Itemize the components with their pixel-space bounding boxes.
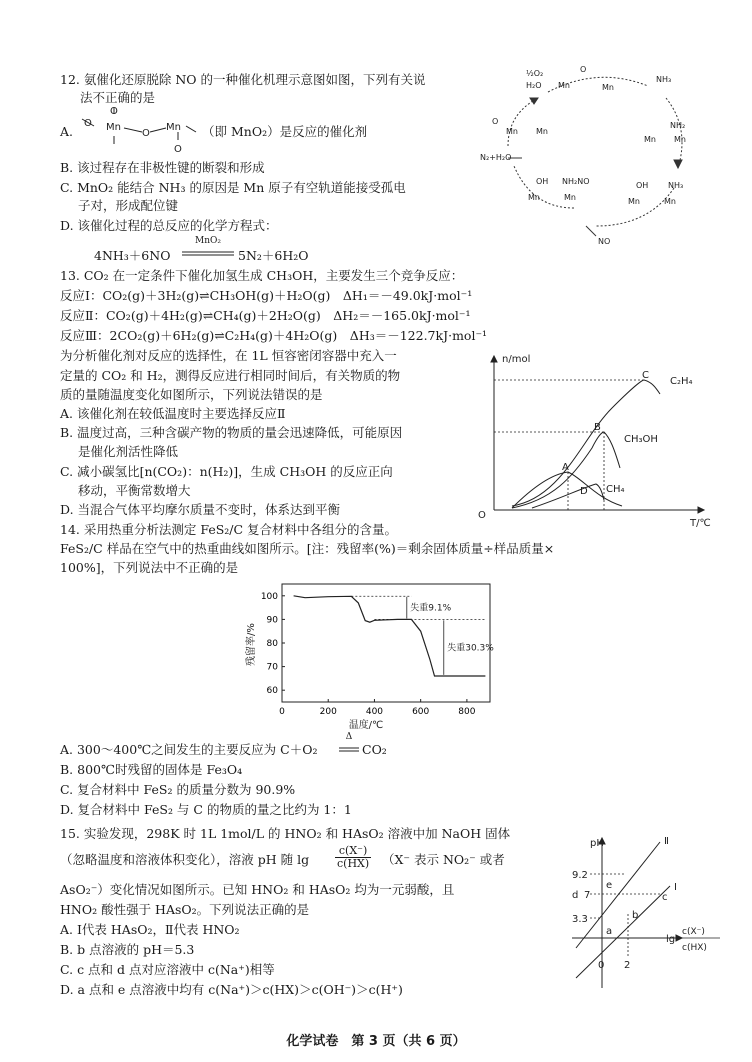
cycle-mn-10: Mn bbox=[664, 197, 676, 206]
tga-annotation-loss-1: 失重9.1% bbox=[410, 603, 452, 614]
q15-point-b: b bbox=[632, 910, 639, 921]
cycle-label-oh-2: OH bbox=[636, 181, 649, 190]
q15-x-2: 2 bbox=[624, 960, 631, 971]
q13-point-d: D bbox=[580, 486, 588, 497]
cycle-label-h2o: H₂O bbox=[526, 81, 542, 90]
tga-x-tick-800: 800 bbox=[458, 707, 476, 717]
q12-catalytic-cycle-diagram bbox=[478, 58, 704, 248]
cycle-mn-3: Mn bbox=[506, 127, 518, 136]
cycle-label-nh2no: NH₂NO bbox=[562, 177, 590, 186]
q13-point-b: B bbox=[594, 422, 601, 433]
q12-option-a-label: A. bbox=[60, 124, 74, 139]
tga-x-tick-600: 600 bbox=[412, 707, 430, 717]
tga-annotation-loss-2: 失重30.3% bbox=[447, 643, 494, 654]
cycle-mn-4: Mn bbox=[536, 127, 548, 136]
mno2-o-bottom: O bbox=[174, 144, 182, 155]
q13-option-b-line2: 是催化剂活性降低 bbox=[78, 444, 179, 459]
q13-reaction-2: 反应Ⅱ：CO₂(g)＋4H₂(g)⇌CH₄(g)＋2H₂O(g) ΔH₂＝－165.0kJ·mol⁻¹ bbox=[60, 308, 471, 323]
q13-stem-line2: 为分析催化剂对反应的选择性，在 1L 恒容密闭容器中充入一 bbox=[60, 348, 397, 363]
q13-option-a: A. 该催化剂在较低温度时主要选择反应Ⅱ bbox=[60, 406, 286, 421]
q12-option-b: B. 该过程存在非极性键的断裂和形成 bbox=[60, 160, 265, 175]
q15-line1-label: Ⅰ bbox=[674, 882, 677, 893]
q13-option-c-line1: C. 减小碳氢比[n(CO₂)：n(H₂)]，生成 CH₃OH 的反应正向 bbox=[60, 464, 393, 479]
q13-point-a: A bbox=[562, 462, 569, 473]
q15-y-7: 7 bbox=[584, 890, 591, 901]
q15-stem-line3: AsO₂⁻）变化情况如图所示。已知 HNO₂ 和 HAsO₂ 均为一元弱酸，且 bbox=[60, 882, 455, 897]
page-footer: 化学试卷 第 3 页（共 6 页） bbox=[286, 1034, 466, 1049]
tga-x-tick-0: 0 bbox=[279, 707, 285, 717]
q13-reaction-3: 反应Ⅲ：2CO₂(g)＋6H₂(g)⇌C₂H₄(g)＋4H₂O(g) ΔH₃＝－122.7kJ·mol⁻¹ bbox=[60, 328, 488, 343]
q13-stem-line3: 定量的 CO₂ 和 H₂，测得反应进行相同时间后，有关物质的物 bbox=[60, 368, 401, 383]
q15-point-d: d bbox=[572, 890, 579, 901]
q15-point-a: a bbox=[606, 926, 613, 937]
q14-stem-line1: 14. 采用热重分析法测定 FeS₂/C 复合材料中各组分的含量。 bbox=[60, 522, 398, 537]
q13-temperature-graph bbox=[472, 348, 722, 528]
tga-y-tick-80: 80 bbox=[266, 639, 278, 649]
q14-option-c: C. 复合材料中 FeS₂ 的质量分数为 90.9% bbox=[60, 782, 296, 797]
q14-option-d: D. 复合材料中 FeS₂ 与 C 的物质的量之比约为 1：1 bbox=[60, 802, 352, 817]
q13-stem-line1: 13. CO₂ 在一定条件下催化加氢生成 CH₃OH，主要发生三个竞争反应： bbox=[60, 268, 464, 283]
q15-x-0: 0 bbox=[598, 960, 605, 971]
q13-ylabel: n/mol bbox=[502, 354, 531, 365]
q13-reaction-1: 反应Ⅰ：CO₂(g)＋3H₂(g)⇌CH₃OH(g)＋H₂O(g) ΔH₁＝－49.0kJ·mol⁻¹ bbox=[60, 288, 473, 303]
q12-equation-condition: MnO₂ bbox=[195, 236, 221, 246]
q15-x-fraction-den: c(HX) bbox=[682, 943, 707, 953]
q13-point-c: C bbox=[642, 370, 649, 381]
q12-option-c-line1: C. MnO₂ 能结合 NH₃ 的原因是 Mn 原子有空轨道能接受孤电 bbox=[60, 180, 406, 195]
q15-log-fraction bbox=[335, 845, 371, 870]
tga-x-tick-400: 400 bbox=[365, 707, 384, 717]
cycle-label-oh-1: OH bbox=[536, 177, 549, 186]
q15-point-c: c bbox=[662, 892, 668, 903]
q15-ph-graph bbox=[560, 828, 730, 1006]
cycle-label-nh2: NH₂ bbox=[670, 121, 686, 130]
q13-xlabel: T/℃ bbox=[690, 518, 711, 528]
q15-fraction-numerator: c(X⁻) bbox=[335, 845, 371, 858]
q13-option-c-line2: 移动，平衡常数增大 bbox=[78, 483, 191, 498]
mno2-o-bridge: O bbox=[142, 128, 150, 139]
cycle-o-2: O bbox=[492, 117, 499, 126]
q15-ylabel: pH bbox=[590, 838, 604, 849]
cycle-label-nh3-1: NH₃ bbox=[656, 75, 672, 84]
q14-option-a-pre: A. 300～400℃之间发生的主要反应为 C＋O₂ bbox=[60, 742, 318, 757]
q15-point-e: e bbox=[606, 880, 613, 891]
cycle-mn-1: Mn bbox=[558, 81, 570, 90]
q15-stem-line4: HNO₂ 酸性强于 HAsO₂。下列说法正确的是 bbox=[60, 902, 310, 917]
cycle-label-nh3-2: NH₃ bbox=[668, 181, 684, 190]
q15-y-9-2: 9.2 bbox=[572, 870, 588, 881]
tga-x-tick-200: 200 bbox=[319, 707, 337, 717]
q15-option-c: C. c 点和 d 点对应溶液中 c(Na⁺)相等 bbox=[60, 962, 275, 977]
cycle-mn-2: Mn bbox=[602, 83, 614, 92]
cycle-label-o2: ½O₂ bbox=[526, 69, 544, 78]
tga-y-tick-70: 70 bbox=[266, 662, 278, 673]
cycle-mn-5: Mn bbox=[644, 135, 656, 144]
q13-option-b-line1: B. 温度过高，三种含碳产物的物质的量会迅速降低，可能原因 bbox=[60, 425, 403, 440]
q13-label-c2h4: C₂H₄ bbox=[670, 376, 693, 387]
q13-label-ch3oh: CH₃OH bbox=[624, 434, 658, 445]
q12-option-c-line2: 子对，形成配位键 bbox=[78, 198, 179, 213]
tga-y-tick-100: 100 bbox=[260, 591, 278, 602]
cycle-mn-8: Mn bbox=[564, 193, 576, 202]
tga-y-tick-90: 90 bbox=[266, 615, 278, 626]
cycle-label-no: NO bbox=[598, 237, 611, 246]
q15-y-3-3: 3.3 bbox=[572, 914, 588, 925]
q15-xlabel-lg: lg bbox=[666, 934, 676, 945]
q13-stem-line4: 质的量随温度变化如图所示，下列说法错误的是 bbox=[60, 387, 323, 402]
tga-x-axis-label: 温度/℃ bbox=[348, 720, 384, 731]
q15-stem-line1: 15. 实验发现，298K 时 1L 1mol/L 的 HNO₂ 和 HAsO₂ 溶液中加 NaOH 固体 bbox=[60, 826, 511, 841]
q12-stem-line2: 法不正确的是 bbox=[80, 90, 156, 105]
q12-option-d: D. 该催化过程的总反应的化学方程式： bbox=[60, 218, 278, 233]
tga-y-tick-60: 60 bbox=[266, 686, 278, 697]
mno2-mn-left: Mn bbox=[106, 122, 121, 133]
equation-arrow-icon bbox=[180, 248, 236, 258]
equation-arrow-icon-2 bbox=[338, 744, 360, 754]
q13-option-d: D. 当混合气体平均摩尔质量不变时，体系达到平衡 bbox=[60, 502, 341, 517]
cycle-o-1: O bbox=[580, 65, 587, 74]
q14-option-a-post: CO₂ bbox=[362, 742, 387, 757]
cycle-mn-9: Mn bbox=[628, 197, 640, 206]
q12-equation-left: 4NH₃＋6NO bbox=[94, 248, 171, 263]
cycle-label-n2h2o: N₂+H₂O bbox=[480, 153, 512, 162]
q14-option-a-condition: Δ bbox=[345, 732, 353, 742]
q14-option-b: B. 800℃时残留的固体是 Fe₃O₄ bbox=[60, 762, 243, 777]
q15-stem-line2a: （忽略温度和溶液体积变化），溶液 pH 随 lg bbox=[60, 852, 310, 867]
q12-equation-right: 5N₂＋6H₂O bbox=[238, 248, 309, 263]
cycle-mn-7: Mn bbox=[528, 193, 540, 202]
q13-label-ch4: CH₄ bbox=[606, 484, 625, 495]
q15-fraction-denominator: c(HX) bbox=[337, 857, 370, 870]
q12-stem-line1: 12. 氨催化还原脱除 NO 的一种催化机理示意图如图，下列有关说 bbox=[60, 72, 426, 87]
q15-option-a: A. Ⅰ代表 HAsO₂，Ⅱ代表 HNO₂ bbox=[60, 922, 240, 937]
q12-option-a-text: （即 MnO₂）是反应的催化剂 bbox=[202, 124, 368, 139]
q15-line2-label: Ⅱ bbox=[664, 836, 669, 847]
tga-curve bbox=[294, 596, 486, 676]
mno2-structure-diagram bbox=[78, 104, 200, 158]
mno2-o-top: O bbox=[110, 106, 118, 117]
q14-stem-line3: 100%]，下列说法中不正确的是 bbox=[60, 560, 239, 575]
cycle-mn-6: Mn bbox=[674, 135, 686, 144]
tga-y-axis-label: 残留率/% bbox=[246, 623, 257, 666]
q15-option-b: B. b 点溶液的 pH＝5.3 bbox=[60, 942, 195, 957]
q14-stem-line2: FeS₂/C 样品在空气中的热重曲线如图所示。[注：残留率(%)＝剩余固体质量÷样品质量× bbox=[60, 541, 555, 556]
q14-thermogravimetric-chart bbox=[244, 580, 500, 732]
q15-option-d: D. a 点和 e 点溶液中均有 c(Na⁺)＞c(HX)＞c(OH⁻)＞c(H⁺) bbox=[60, 982, 403, 997]
mno2-mn-right: Mn bbox=[166, 122, 181, 133]
q15-stem-line2b: （X⁻ 表示 NO₂⁻ 或者 bbox=[382, 852, 505, 867]
mno2-o-left: O bbox=[84, 118, 92, 129]
q13-origin: O bbox=[478, 510, 486, 521]
q15-x-fraction-num: c(X⁻) bbox=[682, 927, 705, 937]
